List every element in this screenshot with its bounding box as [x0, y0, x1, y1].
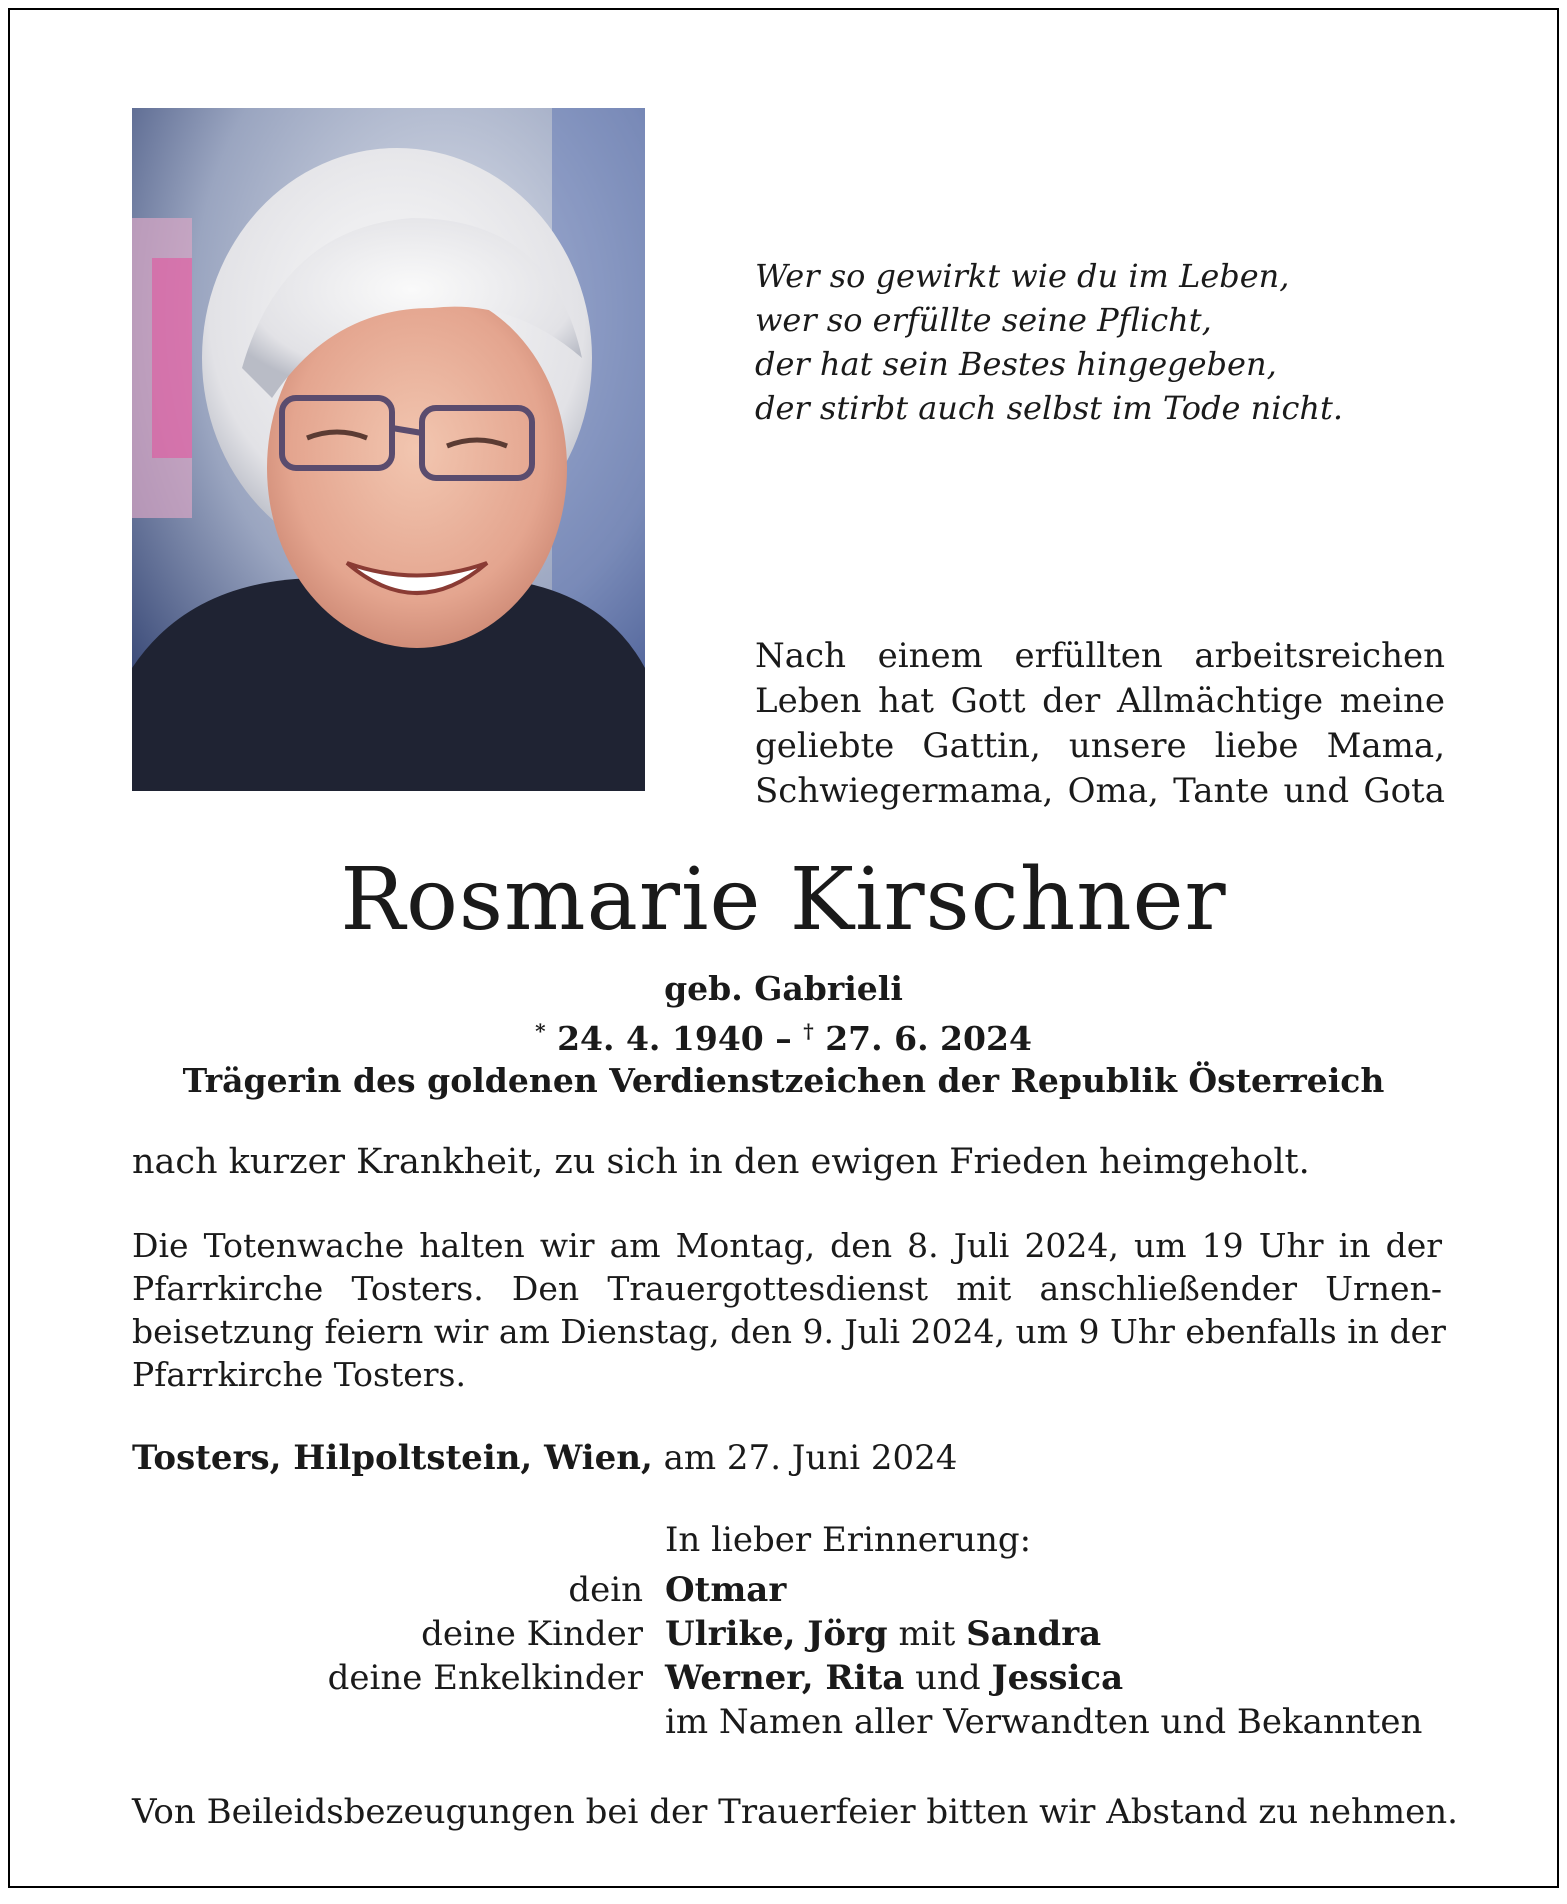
family-name: Ulrike, Jörg	[665, 1614, 888, 1654]
birth-symbol: *	[535, 1019, 546, 1043]
remembrance-heading: In lieber Erinnerung:	[665, 1520, 1032, 1560]
connector: mit	[898, 1614, 956, 1654]
memorial-verse	[755, 254, 1495, 430]
life-dates	[10, 1010, 1557, 1060]
family-name: Werner, Rita	[665, 1658, 905, 1698]
relation-label: deine Enkelkinder	[327, 1658, 643, 1698]
service-line: Die Totenwache halten wir am Montag, den 8. Juli 2024, um 19 Uhr in der	[132, 1226, 1442, 1265]
family-names	[665, 1612, 1101, 1656]
family-name: Jessica	[991, 1658, 1124, 1698]
family-row-husband	[10, 1568, 1561, 1612]
maiden-name: geb. Gabrieli	[664, 969, 903, 1008]
family-name: Otmar	[665, 1570, 787, 1610]
deceased-name: Rosmarie Kirschner	[340, 850, 1227, 950]
intro-line: geliebte Gattin, unsere liebe Mama,	[755, 726, 1445, 766]
service-line: beisetzung feiern wir am Dienstag, den 9. Juli 2024, um 9 Uhr ebenfalls in der	[132, 1312, 1446, 1351]
connector: und	[915, 1658, 981, 1698]
verse-line: der hat sein Bestes hingegeben,	[755, 345, 1277, 383]
closing-note: Von Beileidsbezeugungen bei der Trauerfeier bitten wir Abstand zu nehmen.	[132, 1792, 1458, 1832]
verse-line: wer so erfüllte seine Pflicht,	[755, 301, 1212, 339]
relatives-text: im Namen aller Verwandten und Bekannten	[665, 1702, 1423, 1742]
birth-date: 24. 4. 1940	[557, 1019, 764, 1058]
verse-line: Wer so gewirkt wie du im Leben,	[755, 257, 1290, 295]
honor-line: Trägerin des goldenen Verdienstzeichen der Republik Österreich	[182, 1061, 1385, 1100]
verse-line: der stirbt auch selbst im Tode nicht.	[755, 389, 1344, 427]
service-line: Pfarrkirche Tosters.	[132, 1355, 466, 1394]
family-names	[665, 1656, 1123, 1700]
portrait-photo	[132, 108, 645, 791]
intro-line: Leben hat Gott der Allmächtige meine	[755, 681, 1445, 721]
service-line: Pfarrkirche Tosters. Den Trauergottesdienst mit anschließender Urnen-	[132, 1269, 1442, 1308]
family-row-children	[10, 1612, 1561, 1656]
family-row-grandchildren	[10, 1656, 1561, 1700]
notice-date: am 27. Juni 2024	[663, 1438, 958, 1478]
family-name: Sandra	[966, 1614, 1102, 1654]
death-notice-text: nach kurzer Krankheit, zu sich in den ewigen Frieden heimgeholt.	[132, 1142, 1310, 1182]
date-separator: –	[775, 1019, 792, 1058]
relation-label: dein	[568, 1570, 643, 1610]
family-row-relatives	[10, 1700, 1561, 1744]
place-and-date	[132, 1436, 957, 1480]
death-date: 27. 6. 2024	[825, 1019, 1032, 1058]
intro-line: Schwiegermama, Oma, Tante und Gota	[755, 771, 1445, 811]
service-details	[132, 1224, 1446, 1396]
obituary-page	[8, 8, 1559, 1888]
intro-line: Nach einem erfüllten arbeitsreichen	[755, 636, 1445, 676]
family-list	[10, 1568, 1561, 1744]
intro-paragraph	[755, 634, 1445, 814]
relation-label: deine Kinder	[421, 1614, 643, 1654]
death-symbol: †	[803, 1019, 814, 1043]
deceased-details	[10, 968, 1557, 1102]
place-names: Tosters, Hilpoltstein, Wien,	[132, 1438, 653, 1478]
family-names	[665, 1568, 786, 1612]
